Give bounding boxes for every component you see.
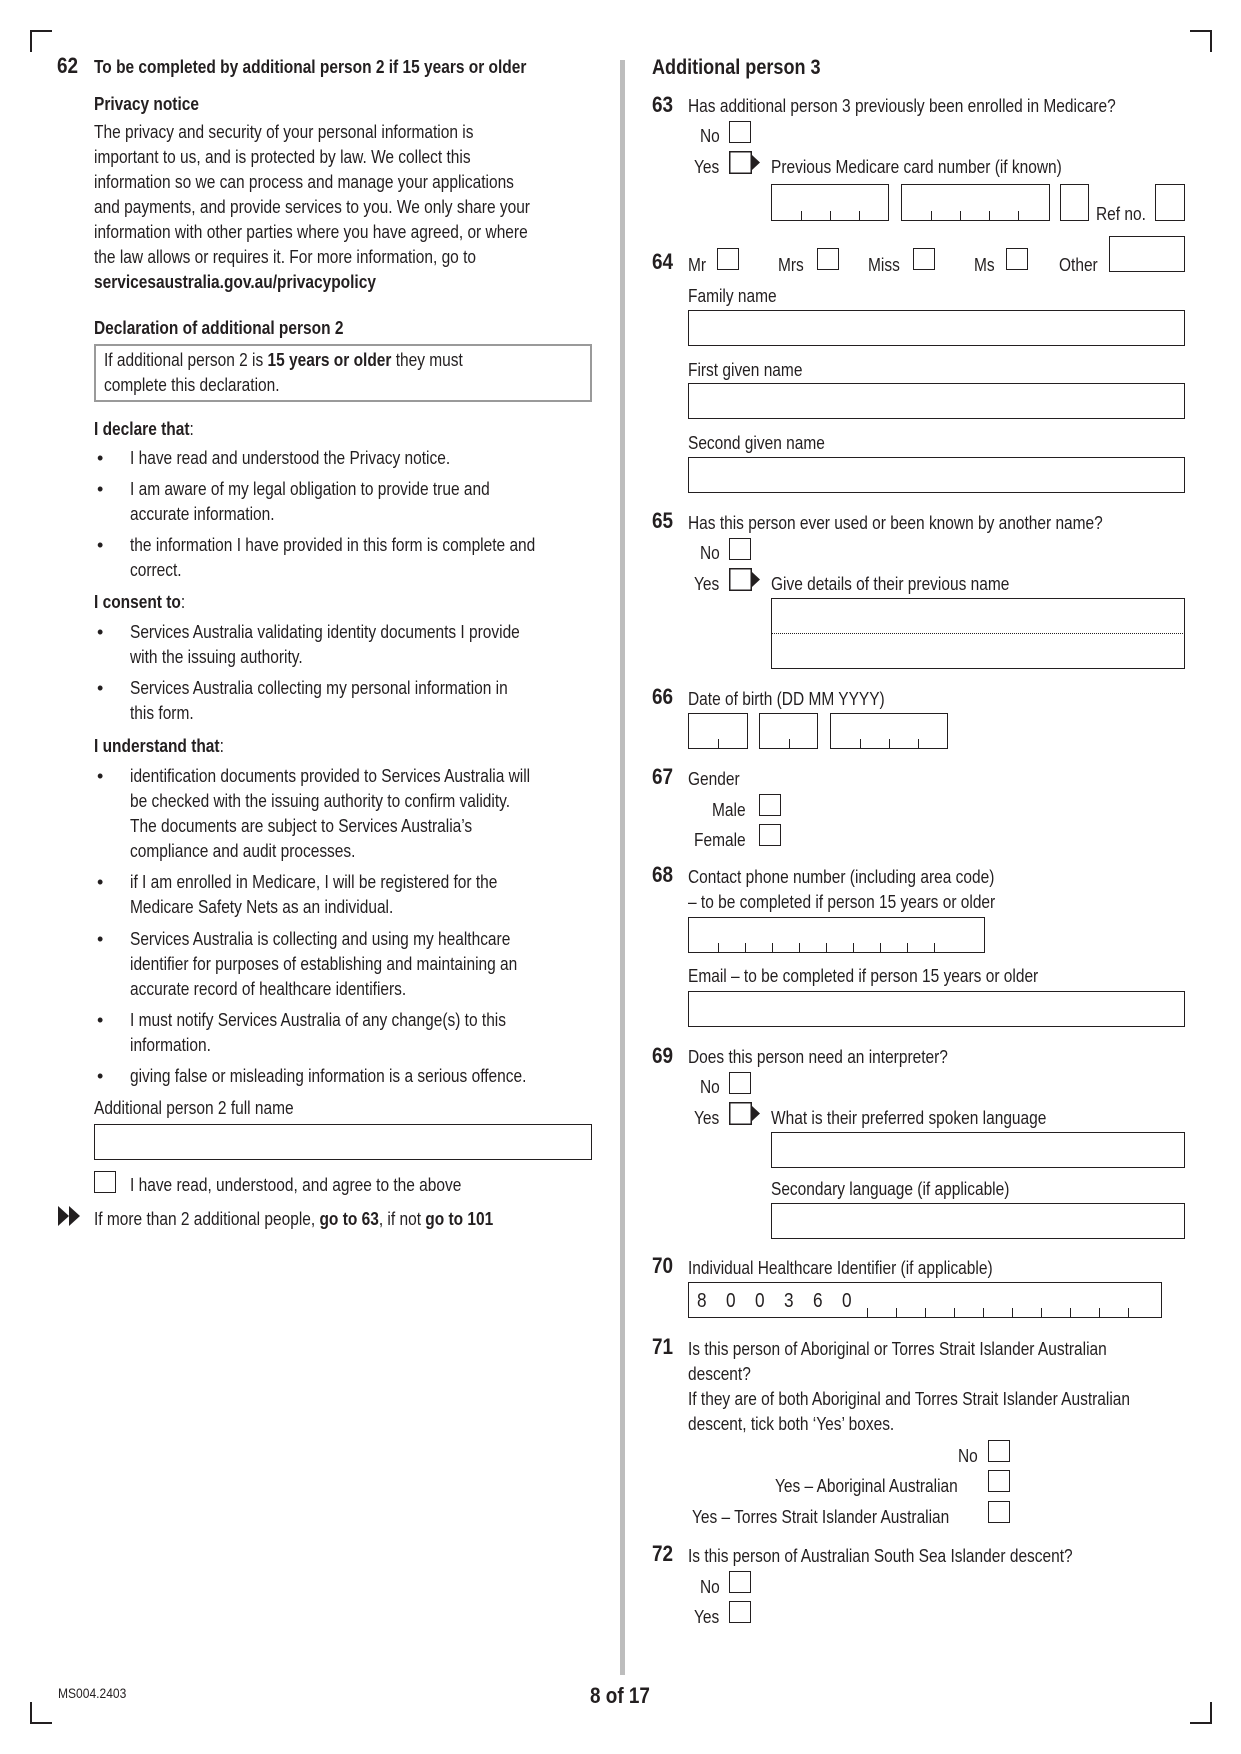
consent-item: Services Australia validating identity documents I provide with the issuing authority.	[130, 622, 520, 667]
second-given-name-label: Second given name	[688, 433, 825, 453]
privacy-notice-text: The privacy and security of your personal information is important to us, and is protected by law. We collect this information so we can process and manage your applications and payments, and provide services to you. We only share your information with other parties where you have agreed, or where the law allows or requires it. For more information, go to servicesaustralia.gov.au/privacypolicy	[94, 120, 530, 295]
question-67-number: 67	[652, 764, 674, 789]
crop-mark-bottom-right	[1190, 1702, 1212, 1724]
q71-no-checkbox[interactable]	[988, 1440, 1010, 1462]
q69-no-label: No	[700, 1077, 720, 1097]
title-mrs-checkbox[interactable]	[817, 248, 839, 270]
previous-name-input[interactable]	[771, 598, 1185, 669]
title-ms-checkbox[interactable]	[1006, 248, 1028, 270]
declare-item: I am aware of my legal obligation to provide true and accurate information.	[130, 479, 490, 524]
q65-yes-label: Yes	[694, 574, 720, 594]
question-71-number: 71	[652, 1334, 674, 1359]
full-name-input[interactable]	[94, 1124, 592, 1160]
declare-that-label: I declare that:	[94, 419, 194, 439]
go-to-arrow-icon	[58, 1206, 82, 1226]
question-65-number: 65	[652, 508, 674, 533]
question-63-text: Has additional person 3 previously been enrolled in Medicare?	[688, 96, 1116, 116]
q71-torres-strait-checkbox[interactable]	[988, 1501, 1010, 1523]
title-miss-label: Miss	[868, 255, 900, 275]
go-to-instruction: If more than 2 additional people, go to 63, if not go to 101	[94, 1209, 494, 1229]
bullet: •	[97, 535, 104, 555]
q69-yes-label: Yes	[694, 1108, 720, 1128]
question-72-text: Is this person of Australian South Sea Islander descent?	[688, 1546, 1073, 1566]
declaration-instruction-text: If additional person 2 is 15 years or older they must complete this declaration.	[104, 350, 463, 395]
gender-male-checkbox[interactable]	[759, 794, 781, 816]
ihi-prefix-digit: 0	[726, 1290, 736, 1312]
q72-yes-checkbox[interactable]	[729, 1601, 751, 1623]
question-63-number: 63	[652, 92, 674, 117]
first-given-name-label: First given name	[688, 360, 803, 380]
agree-checkbox[interactable]	[94, 1171, 116, 1193]
gender-female-checkbox[interactable]	[759, 824, 781, 846]
understand-item: identification documents provided to Services Australia will be checked with the issuing authority to confirm validity. The documents are subject to Services Australia’s compliance and audit processes.	[130, 766, 531, 861]
section-title-additional-person-3: Additional person 3	[652, 56, 821, 79]
bullet: •	[97, 622, 104, 642]
ref-no-input[interactable]	[1155, 184, 1185, 221]
crop-mark-top-left	[30, 30, 52, 52]
privacy-policy-link[interactable]: servicesaustralia.gov.au/privacypolicy	[94, 272, 376, 292]
q63-yes-label: Yes	[694, 157, 720, 177]
phone-label: Contact phone number (including area code)	[688, 867, 995, 887]
bullet: •	[97, 479, 104, 499]
bullet: •	[97, 678, 104, 698]
understand-item: if I am enrolled in Medicare, I will be registered for the Medicare Safety Nets as an individual.	[130, 872, 498, 917]
title-other-label: Other	[1059, 255, 1098, 275]
second-given-name-input[interactable]	[688, 457, 1185, 493]
q65-yes-checkbox[interactable]	[729, 568, 763, 592]
dob-day-input[interactable]	[688, 713, 748, 749]
question-71-text: Is this person of Aboriginal or Torres Strait Islander Australian descent? If they are of both Aboriginal and Torres Strait Islander Australian descent, tick both ‘Yes’ boxes.	[688, 1339, 1131, 1434]
question-62-number: 62	[57, 53, 79, 78]
q63-prev-card-label: Previous Medicare card number (if known)	[771, 157, 1062, 177]
previous-name-label: Give details of their previous name	[771, 574, 1010, 594]
understand-item: giving false or misleading information is a serious offence.	[130, 1066, 527, 1086]
q72-yes-label: Yes	[694, 1607, 720, 1627]
understand-that-label: I understand that:	[94, 736, 224, 756]
declare-item: the information I have provided in this form is complete and correct.	[130, 535, 536, 580]
privacy-notice-title: Privacy notice	[94, 94, 199, 114]
medicare-card-segment-3[interactable]	[1060, 184, 1089, 221]
preferred-language-label: What is their preferred spoken language	[771, 1108, 1047, 1128]
q69-no-checkbox[interactable]	[729, 1072, 751, 1094]
page-number: 8 of 17	[590, 1683, 650, 1708]
consent-item: Services Australia collecting my personal information in this form.	[130, 678, 508, 723]
ref-no-label: Ref no.	[1096, 204, 1146, 224]
q65-no-label: No	[700, 543, 720, 563]
phone-input[interactable]	[688, 917, 985, 953]
q63-no-checkbox[interactable]	[729, 121, 751, 143]
q71-aboriginal-checkbox[interactable]	[988, 1470, 1010, 1492]
title-mr-checkbox[interactable]	[717, 248, 739, 270]
consent-to-label: I consent to:	[94, 592, 186, 612]
title-miss-checkbox[interactable]	[913, 248, 935, 270]
q65-no-checkbox[interactable]	[729, 538, 751, 560]
gender-female-label: Female	[694, 830, 746, 850]
q72-no-label: No	[700, 1577, 720, 1597]
gender-male-label: Male	[712, 800, 746, 820]
email-label: Email – to be completed if person 15 years or older	[688, 966, 1039, 986]
dob-year-input[interactable]	[830, 713, 948, 749]
column-divider	[620, 60, 625, 1675]
title-ms-label: Ms	[974, 255, 995, 275]
preferred-language-input[interactable]	[771, 1132, 1185, 1168]
family-name-input[interactable]	[688, 310, 1185, 346]
question-69-number: 69	[652, 1043, 674, 1068]
agree-label: I have read, understood, and agree to the above	[130, 1175, 462, 1195]
question-69-text: Does this person need an interpreter?	[688, 1047, 948, 1067]
crop-mark-bottom-left	[30, 1702, 52, 1724]
question-65-text: Has this person ever used or been known by another name?	[688, 513, 1103, 533]
declare-item: I have read and understood the Privacy notice.	[130, 448, 451, 468]
understand-item: I must notify Services Australia of any change(s) to this information.	[130, 1010, 506, 1055]
question-64-number: 64	[652, 249, 674, 274]
q63-yes-checkbox[interactable]	[729, 151, 763, 175]
title-mr-label: Mr	[688, 255, 707, 275]
question-70-number: 70	[652, 1253, 674, 1278]
bullet: •	[97, 448, 104, 468]
question-68-number: 68	[652, 862, 674, 887]
bullet: •	[97, 929, 104, 949]
form-code: MS004.2403	[58, 1685, 127, 1701]
full-name-label: Additional person 2 full name	[94, 1098, 294, 1118]
title-mrs-label: Mrs	[778, 255, 804, 275]
question-72-number: 72	[652, 1541, 674, 1566]
title-other-input[interactable]	[1109, 236, 1185, 272]
date-of-birth-label: Date of birth (DD MM YYYY)	[688, 689, 885, 709]
q63-no-label: No	[700, 126, 720, 146]
phone-sublabel: – to be completed if person 15 years or older	[688, 892, 996, 912]
ihi-prefix-digit: 8	[697, 1290, 707, 1312]
q72-no-checkbox[interactable]	[729, 1571, 751, 1593]
bullet: •	[97, 872, 104, 892]
ihi-prefix-digit: 3	[784, 1290, 794, 1312]
ihi-prefix-digit: 0	[755, 1290, 765, 1312]
q71-no-label: No	[958, 1446, 978, 1466]
dob-month-input[interactable]	[759, 713, 818, 749]
q69-yes-checkbox[interactable]	[729, 1102, 763, 1126]
ihi-label: Individual Healthcare Identifier (if applicable)	[688, 1258, 993, 1278]
bullet: •	[97, 1010, 104, 1030]
q71-torres-strait-label: Yes – Torres Strait Islander Australian	[692, 1507, 950, 1527]
medicare-card-segment-2[interactable]	[901, 184, 1050, 221]
declaration-title: Declaration of additional person 2	[94, 318, 344, 338]
secondary-language-label: Secondary language (if applicable)	[771, 1179, 1010, 1199]
crop-mark-top-right	[1190, 30, 1212, 52]
email-input[interactable]	[688, 991, 1185, 1027]
ihi-prefix-digit: 6	[813, 1290, 823, 1312]
family-name-label: Family name	[688, 286, 777, 306]
bullet: •	[97, 766, 104, 786]
medicare-card-segment-1[interactable]	[771, 184, 889, 221]
q71-aboriginal-label: Yes – Aboriginal Australian	[775, 1476, 958, 1496]
question-66-number: 66	[652, 684, 674, 709]
ihi-prefix-digit: 0	[842, 1290, 852, 1312]
understand-item: Services Australia is collecting and using my healthcare identifier for purposes of establishing and maintaining an accurate record of healthcare identifiers.	[130, 929, 518, 999]
gender-label: Gender	[688, 769, 740, 789]
question-62-heading: To be completed by additional person 2 if 15 years or older	[94, 57, 527, 77]
secondary-language-input[interactable]	[771, 1203, 1185, 1239]
bullet: •	[97, 1066, 104, 1086]
first-given-name-input[interactable]	[688, 383, 1185, 419]
